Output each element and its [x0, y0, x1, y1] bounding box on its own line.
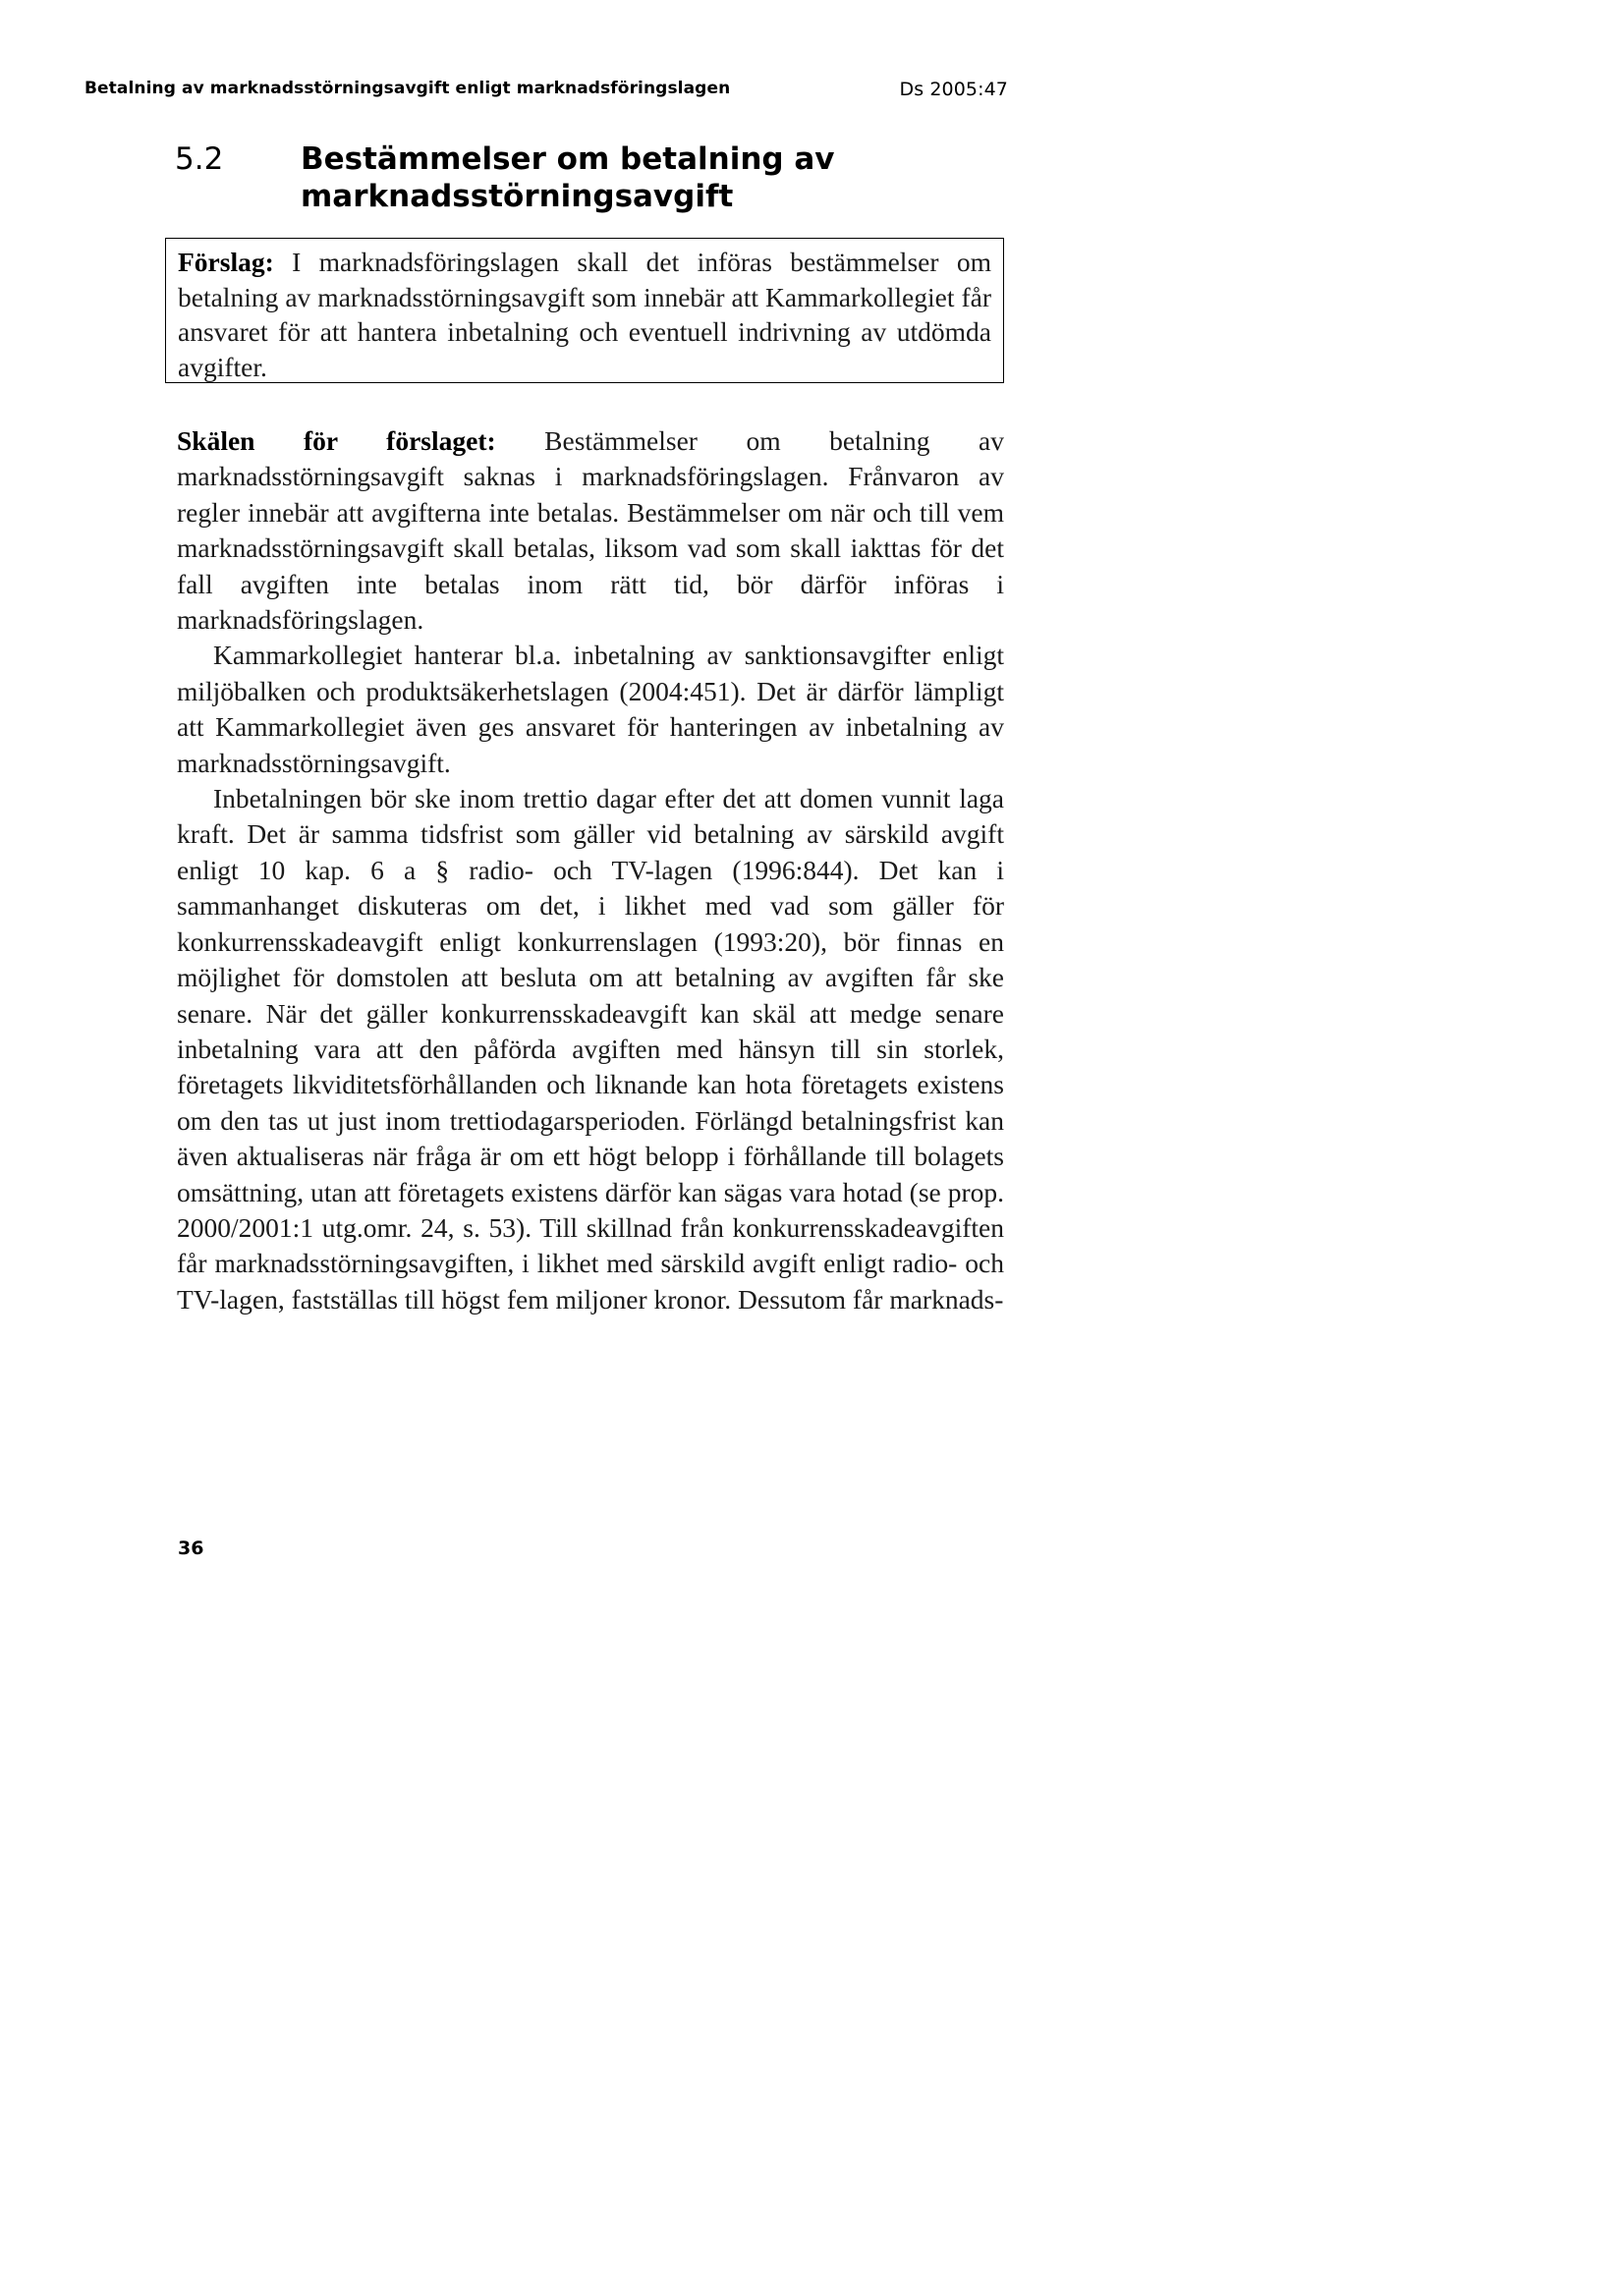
document-reference: Ds 2005:47 — [899, 79, 1008, 100]
proposal-text: I marknadsföringslagen skall det införas bestämmelser om betalning av marknadsstörningsavgift som innebär att Kammarkollegiet får ansvaret för att hantera inbetalning och eventuell indrivning av utdömda avgifter. — [178, 247, 991, 382]
reasons-lead: Skälen för förslaget: — [177, 425, 496, 456]
running-header — [84, 79, 1008, 100]
paragraph-inbetalningen: Inbetalningen bör ske inom trettio dagar efter det att domen vunnit laga kraft. Det är samma tidsfrist som gäller vid betalning av särskild avgift enligt 10 kap. 6 a § radio- och TV-lagen (1996:844). Det kan i sammanhanget diskuteras om det, i likhet med vad som gäller för konkurrensskadeavgift enligt konkurrenslagen (1993:20), bör finnas en möjlighet för domstolen att besluta om att betalning av avgiften får ske senare. När det gäller konkurrensskadeavgift kan skäl att medge senare inbetalning vara att den påförda avgiften med hänsyn till sin storlek, företagets likviditetsförhållanden och liknande kan hota företagets existens om den tas ut just inom trettiodagarsperioden. Förlängd betalningsfrist kan även aktualiseras när fråga är om ett högt belopp i förhållande till bolagets omsättning, utan att företagets existens därför kan sägas vara hotad (se prop. 2000/2001:1 utg.omr. 24, s. 53). Till skillnad från konkurrensskadeavgiften får marknadsstörningsavgiften, i likhet med särskild avgift enligt radio- och TV-lagen, fastställas till högst fem miljoner kronor. Dessutom får marknads- — [177, 783, 1004, 1315]
page-number: 36 — [178, 1538, 204, 1559]
body-text — [177, 423, 1004, 1317]
proposal-lead: Förslag: — [178, 247, 274, 277]
paragraph-kammarkollegiet: Kammarkollegiet hanterar bl.a. inbetalning av sanktionsavgifter enligt miljöbalken och produktsäkerhetslagen (2004:451). Det är därför lämpligt att Kammarkollegiet även ges ansvaret för hanteringen av inbetalning av marknadsstörningsavgift. — [177, 640, 1004, 778]
section-number: 5.2 — [175, 141, 224, 177]
section-title: Bestämmelser om betalning av marknadsstörningsavgift — [301, 141, 835, 214]
reasons-text: Bestämmelser om betalning av marknadsstörningsavgift saknas i marknadsföringslagen. Frånvaron av regler innebär att avgifterna inte betalas. Bestämmelser om när och till vem marknadsstörningsavgift skall betalas, liksom vad som skall iakttas för det fall avgiften inte betalas inom rätt tid, bör därför införas i marknadsföringslagen. — [177, 425, 1004, 636]
running-header-title: Betalning av marknadsstörningsavgift enligt marknadsföringslagen — [84, 79, 731, 98]
reasons-paragraph — [177, 423, 1004, 638]
proposal-box — [165, 238, 1004, 383]
